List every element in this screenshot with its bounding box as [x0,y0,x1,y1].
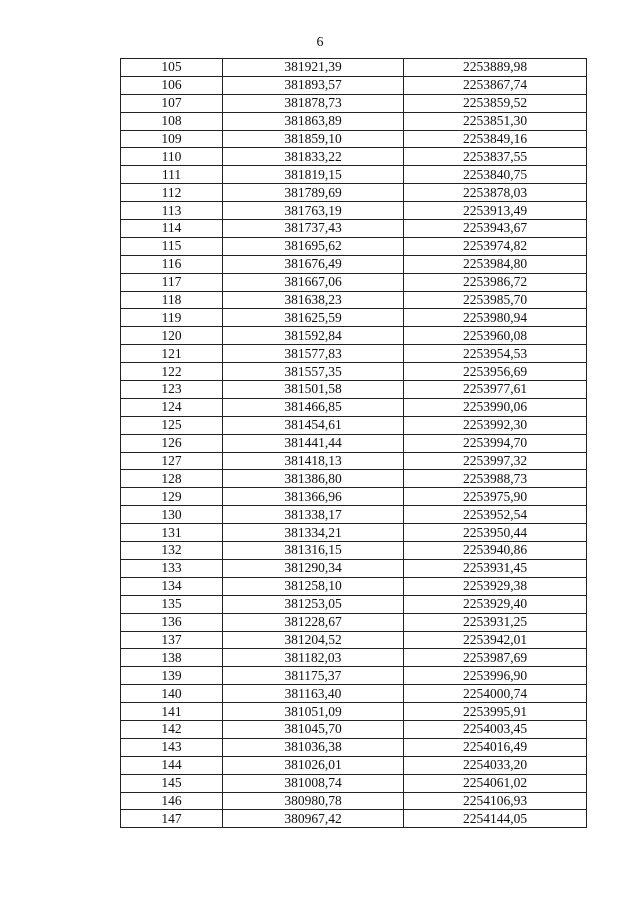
table-row [121,94,587,112]
y-coordinate-cell: 2253851,30 [404,112,587,130]
point-number-cell: 108 [121,112,223,130]
x-coordinate-cell: 381418,13 [223,452,404,470]
x-coordinate-cell: 381667,06 [223,273,404,291]
y-coordinate-cell: 2253996,90 [404,667,587,685]
x-coordinate-cell: 381316,15 [223,542,404,560]
x-coordinate-cell: 381386,80 [223,470,404,488]
table-row [121,792,587,810]
y-coordinate-cell: 2253954,53 [404,345,587,363]
table-row [121,810,587,828]
x-coordinate-cell: 381763,19 [223,202,404,220]
x-coordinate-cell: 381833,22 [223,148,404,166]
x-coordinate-cell: 381045,70 [223,720,404,738]
x-coordinate-cell: 381466,85 [223,398,404,416]
point-number-cell: 114 [121,220,223,238]
y-coordinate-cell: 2253980,94 [404,309,587,327]
table-row [121,327,587,345]
point-number-cell: 135 [121,595,223,613]
table-row [121,345,587,363]
y-coordinate-cell: 2253960,08 [404,327,587,345]
y-coordinate-cell: 2253849,16 [404,130,587,148]
point-number-cell: 143 [121,738,223,756]
table-row [121,506,587,524]
table-row [121,202,587,220]
x-coordinate-cell: 381182,03 [223,649,404,667]
y-coordinate-cell: 2253985,70 [404,291,587,309]
x-coordinate-cell: 381441,44 [223,434,404,452]
table-row [121,524,587,542]
table-row [121,237,587,255]
point-number-cell: 138 [121,649,223,667]
point-number-cell: 126 [121,434,223,452]
point-number-cell: 132 [121,542,223,560]
y-coordinate-cell: 2253942,01 [404,631,587,649]
table-row [121,577,587,595]
y-coordinate-cell: 2253940,86 [404,542,587,560]
y-coordinate-cell: 2253990,06 [404,398,587,416]
table-row [121,613,587,631]
point-number-cell: 124 [121,398,223,416]
table-row [121,166,587,184]
point-number-cell: 131 [121,524,223,542]
point-number-cell: 137 [121,631,223,649]
y-coordinate-cell: 2253889,98 [404,59,587,77]
y-coordinate-cell: 2253929,38 [404,577,587,595]
point-number-cell: 140 [121,685,223,703]
table-row [121,756,587,774]
y-coordinate-cell: 2253913,49 [404,202,587,220]
x-coordinate-cell: 381501,58 [223,381,404,399]
table-row [121,631,587,649]
y-coordinate-cell: 2253931,45 [404,559,587,577]
point-number-cell: 117 [121,273,223,291]
point-number-cell: 112 [121,184,223,202]
y-coordinate-cell: 2253929,40 [404,595,587,613]
point-number-cell: 139 [121,667,223,685]
coordinates-table-body [121,59,587,828]
y-coordinate-cell: 2253987,69 [404,649,587,667]
table-row [121,255,587,273]
table-row [121,112,587,130]
x-coordinate-cell: 381051,09 [223,703,404,721]
x-coordinate-cell: 380980,78 [223,792,404,810]
x-coordinate-cell: 381676,49 [223,255,404,273]
table-row [121,398,587,416]
x-coordinate-cell: 381592,84 [223,327,404,345]
point-number-cell: 144 [121,756,223,774]
table-row [121,774,587,792]
x-coordinate-cell: 381819,15 [223,166,404,184]
x-coordinate-cell: 381163,40 [223,685,404,703]
x-coordinate-cell: 381878,73 [223,94,404,112]
point-number-cell: 111 [121,166,223,184]
x-coordinate-cell: 381625,59 [223,309,404,327]
table-row [121,470,587,488]
table-row [121,488,587,506]
y-coordinate-cell: 2254003,45 [404,720,587,738]
table-row [121,649,587,667]
point-number-cell: 113 [121,202,223,220]
table-row [121,559,587,577]
y-coordinate-cell: 2253994,70 [404,434,587,452]
x-coordinate-cell: 381253,05 [223,595,404,613]
point-number-cell: 133 [121,559,223,577]
y-coordinate-cell: 2253867,74 [404,76,587,94]
table-row [121,434,587,452]
table-row [121,703,587,721]
point-number-cell: 129 [121,488,223,506]
point-number-cell: 106 [121,76,223,94]
y-coordinate-cell: 2254000,74 [404,685,587,703]
point-number-cell: 118 [121,291,223,309]
y-coordinate-cell: 2253878,03 [404,184,587,202]
page-number: 6 [316,35,324,50]
y-coordinate-cell: 2253859,52 [404,94,587,112]
y-coordinate-cell: 2253984,80 [404,255,587,273]
point-number-cell: 141 [121,703,223,721]
table-row [121,76,587,94]
x-coordinate-cell: 381863,89 [223,112,404,130]
table-row [121,381,587,399]
y-coordinate-cell: 2254144,05 [404,810,587,828]
x-coordinate-cell: 381859,10 [223,130,404,148]
x-coordinate-cell: 381893,57 [223,76,404,94]
y-coordinate-cell: 2253997,32 [404,452,587,470]
y-coordinate-cell: 2253992,30 [404,416,587,434]
point-number-cell: 123 [121,381,223,399]
table-row [121,416,587,434]
point-number-cell: 136 [121,613,223,631]
x-coordinate-cell: 380967,42 [223,810,404,828]
point-number-cell: 121 [121,345,223,363]
point-number-cell: 145 [121,774,223,792]
point-number-cell: 120 [121,327,223,345]
x-coordinate-cell: 381026,01 [223,756,404,774]
table-row [121,130,587,148]
table-row [121,452,587,470]
x-coordinate-cell: 381008,74 [223,774,404,792]
x-coordinate-cell: 381228,67 [223,613,404,631]
y-coordinate-cell: 2253956,69 [404,363,587,381]
table-row [121,738,587,756]
x-coordinate-cell: 381638,23 [223,291,404,309]
table-row [121,667,587,685]
y-coordinate-cell: 2254016,49 [404,738,587,756]
x-coordinate-cell: 381557,35 [223,363,404,381]
table-row [121,363,587,381]
point-number-cell: 110 [121,148,223,166]
y-coordinate-cell: 2253950,44 [404,524,587,542]
x-coordinate-cell: 381175,37 [223,667,404,685]
x-coordinate-cell: 381737,43 [223,220,404,238]
point-number-cell: 116 [121,255,223,273]
y-coordinate-cell: 2253974,82 [404,237,587,255]
point-number-cell: 128 [121,470,223,488]
point-number-cell: 146 [121,792,223,810]
x-coordinate-cell: 381334,21 [223,524,404,542]
y-coordinate-cell: 2254061,02 [404,774,587,792]
x-coordinate-cell: 381789,69 [223,184,404,202]
table-row [121,720,587,738]
table-row [121,309,587,327]
point-number-cell: 127 [121,452,223,470]
table-row [121,273,587,291]
coordinates-table [120,58,587,828]
table-row [121,291,587,309]
x-coordinate-cell: 381204,52 [223,631,404,649]
x-coordinate-cell: 381338,17 [223,506,404,524]
point-number-cell: 142 [121,720,223,738]
point-number-cell: 109 [121,130,223,148]
x-coordinate-cell: 381290,34 [223,559,404,577]
y-coordinate-cell: 2253943,67 [404,220,587,238]
table-row [121,595,587,613]
x-coordinate-cell: 381921,39 [223,59,404,77]
y-coordinate-cell: 2253840,75 [404,166,587,184]
point-number-cell: 105 [121,59,223,77]
x-coordinate-cell: 381695,62 [223,237,404,255]
y-coordinate-cell: 2253837,55 [404,148,587,166]
y-coordinate-cell: 2254106,93 [404,792,587,810]
x-coordinate-cell: 381036,38 [223,738,404,756]
point-number-cell: 115 [121,237,223,255]
table-row [121,542,587,560]
table-row [121,184,587,202]
y-coordinate-cell: 2253988,73 [404,470,587,488]
point-number-cell: 122 [121,363,223,381]
point-number-cell: 130 [121,506,223,524]
y-coordinate-cell: 2253995,91 [404,703,587,721]
y-coordinate-cell: 2254033,20 [404,756,587,774]
table-row [121,220,587,238]
y-coordinate-cell: 2253977,61 [404,381,587,399]
y-coordinate-cell: 2253975,90 [404,488,587,506]
y-coordinate-cell: 2253986,72 [404,273,587,291]
point-number-cell: 107 [121,94,223,112]
point-number-cell: 134 [121,577,223,595]
y-coordinate-cell: 2253952,54 [404,506,587,524]
point-number-cell: 125 [121,416,223,434]
table-row [121,685,587,703]
x-coordinate-cell: 381258,10 [223,577,404,595]
x-coordinate-cell: 381366,96 [223,488,404,506]
table-row [121,148,587,166]
table-row [121,59,587,77]
point-number-cell: 119 [121,309,223,327]
y-coordinate-cell: 2253931,25 [404,613,587,631]
x-coordinate-cell: 381454,61 [223,416,404,434]
x-coordinate-cell: 381577,83 [223,345,404,363]
point-number-cell: 147 [121,810,223,828]
